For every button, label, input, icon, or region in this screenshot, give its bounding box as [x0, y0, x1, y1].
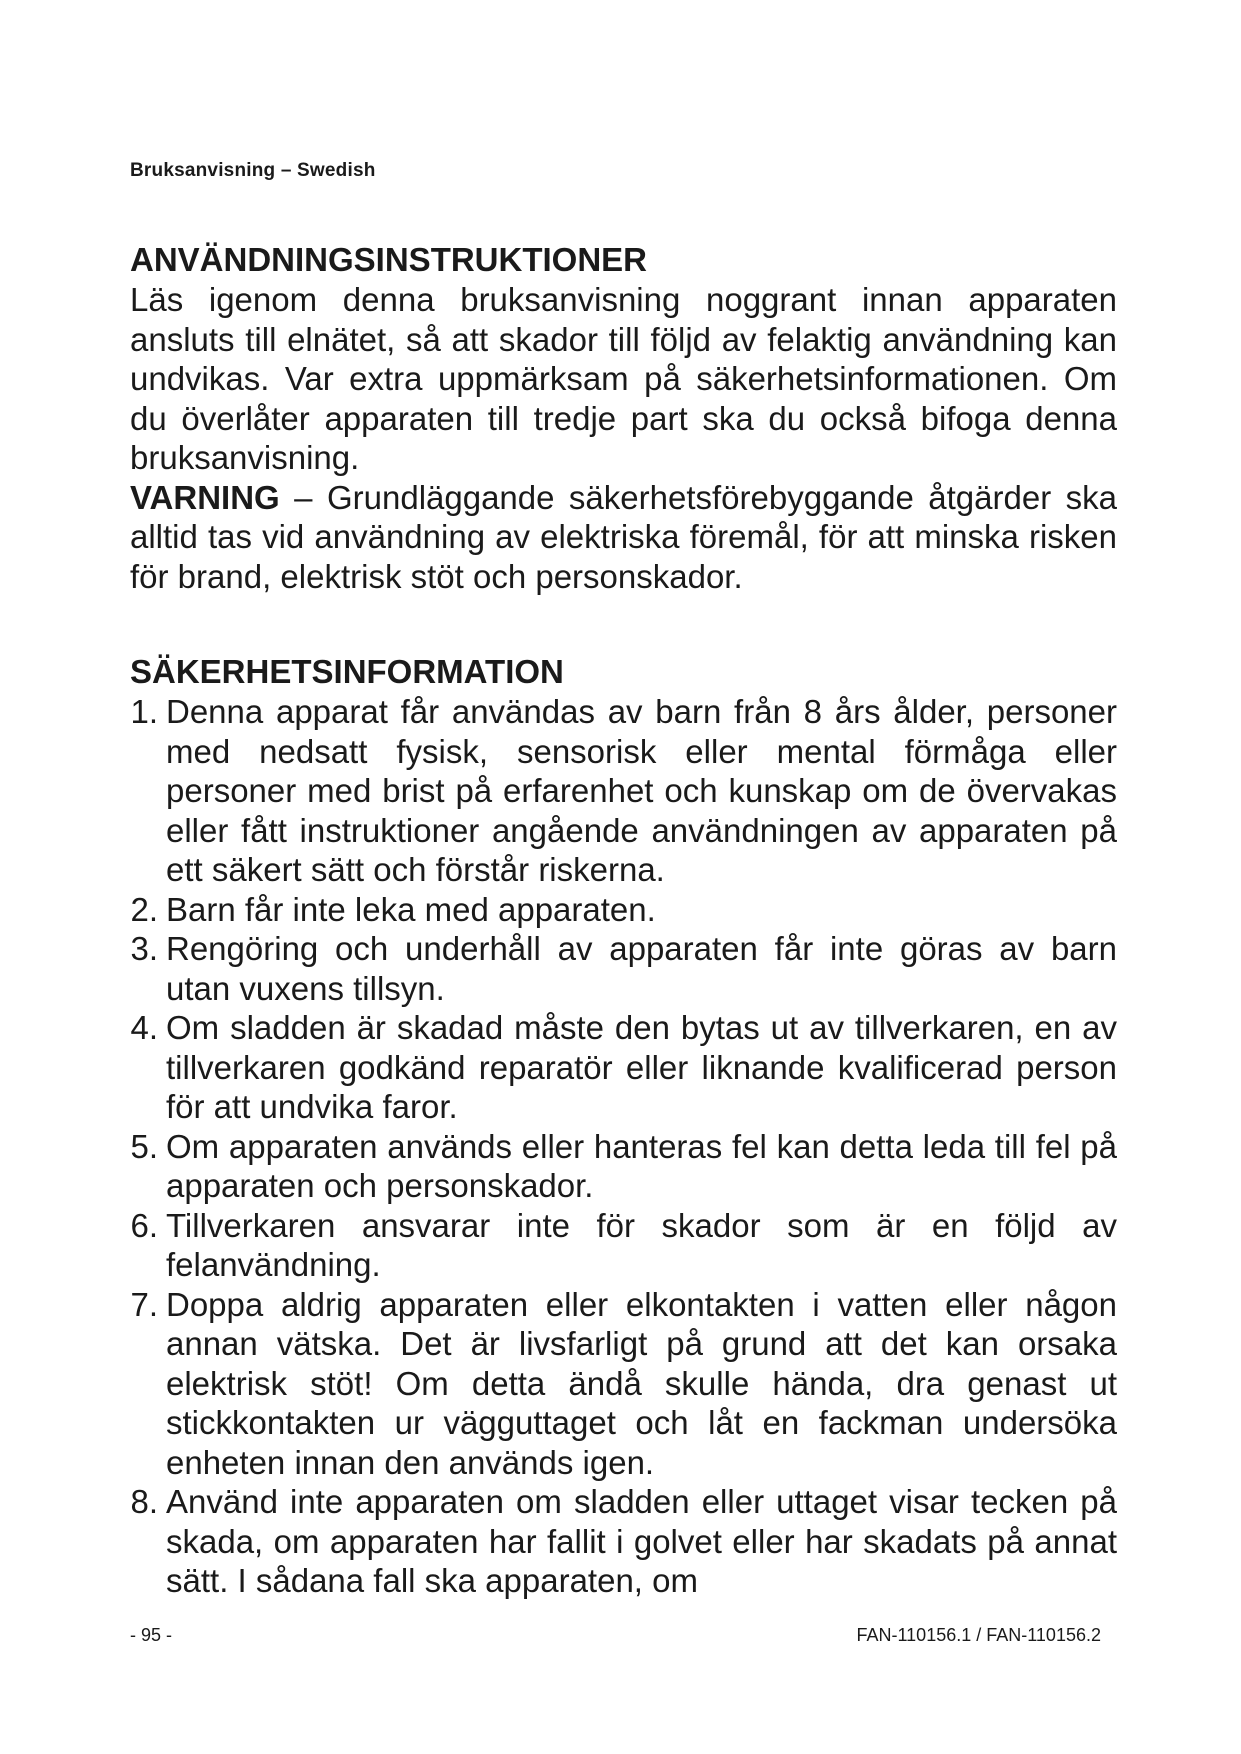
safety-item-number: 5.	[130, 1127, 158, 1165]
safety-item-8	[130, 1482, 1117, 1601]
safety-item-number: 4.	[130, 1009, 158, 1046]
safety-item-text: Doppa aldrig apparaten eller elkontakten i vatten eller någon annan vätska. Det är livsfarligt på grund att det kan orsaka elektrisk stöt! Om detta ändå skulle hända, dra genast ut stickkontakten ur vägguttaget och låt en fackman undersöka enheten innan den används igen.	[166, 1285, 1117, 1481]
safety-item-number: 6.	[130, 1206, 158, 1244]
safety-item-number: 1.	[130, 693, 158, 730]
safety-item-4	[130, 1008, 1117, 1127]
safety-item-5	[130, 1127, 1117, 1206]
safety-item-number: 3.	[130, 930, 158, 967]
safety-item-number: 8.	[130, 1483, 158, 1520]
safety-item-3	[130, 929, 1117, 1008]
page-number: - 95 -	[130, 1625, 173, 1645]
safety-item-1	[130, 692, 1117, 890]
header-language-label: Bruksanvisning – Swedish	[130, 160, 376, 181]
page-content	[130, 240, 1117, 1601]
usage-instructions-paragraph: Läs igenom denna bruksanvisning noggrant innan apparaten ansluts till elnätet, så att skador till följd av felaktig användning kan undvikas. Var extra uppmärksam på säkerhetsinformationen. Om du överlåter apparaten till tredje part ska du också bifoga denna bruksanvisning.	[130, 281, 1117, 476]
safety-list	[130, 692, 1117, 1601]
safety-item-text: Använd inte apparaten om sladden eller uttaget visar tecken på skada, om apparaten har fallit i golvet eller har skadats på annat sätt. I sådana fall ska apparaten, om	[166, 1483, 1117, 1599]
safety-information-title: SÄKERHETSINFORMATION	[130, 653, 564, 690]
safety-item-text: Tillverkaren ansvarar inte för skador som är en följd av felanvändning.	[166, 1206, 1117, 1283]
safety-item-6	[130, 1206, 1117, 1285]
model-number: FAN-110156.1 / FAN-110156.2	[856, 1625, 1101, 1645]
safety-item-2	[130, 890, 1117, 930]
warning-text: – Grundläggande säkerhetsförebyggande åtgärder ska alltid tas vid användning av elektriska föremål, för att minska risken för brand, elektrisk stöt och personskador.	[130, 478, 1117, 595]
safety-item-text: Om sladden är skadad måste den bytas ut av tillverkaren, en av tillverkaren godkänd reparatör eller liknande kvalificerad person för att undvika faror.	[166, 1009, 1117, 1125]
warning-paragraph	[130, 478, 1117, 597]
safety-item-text: Denna apparat får användas av barn från 8 års ålder, personer med nedsatt fysisk, sensorisk eller mental förmåga eller personer med brist på erfarenhet och kunskap om de övervakas eller fått instruktioner angående användningen av apparaten på ett säkert sätt och förstår riskerna.	[166, 693, 1117, 888]
safety-item-text: Rengöring och underhåll av apparaten får inte göras av barn utan vuxens tillsyn.	[166, 930, 1117, 1007]
safety-item-text: Om apparaten används eller hanteras fel kan detta leda till fel på apparaten och personskador.	[166, 1127, 1117, 1204]
usage-instructions-title: ANVÄNDNINGSINSTRUKTIONER	[130, 241, 648, 278]
safety-item-number: 2.	[130, 890, 158, 928]
section-spacer	[130, 596, 1117, 652]
safety-item-text: Barn får inte leka med apparaten.	[166, 890, 656, 928]
warning-label: VARNING	[130, 478, 280, 516]
safety-item-number: 7.	[130, 1285, 158, 1323]
safety-item-7	[130, 1285, 1117, 1483]
